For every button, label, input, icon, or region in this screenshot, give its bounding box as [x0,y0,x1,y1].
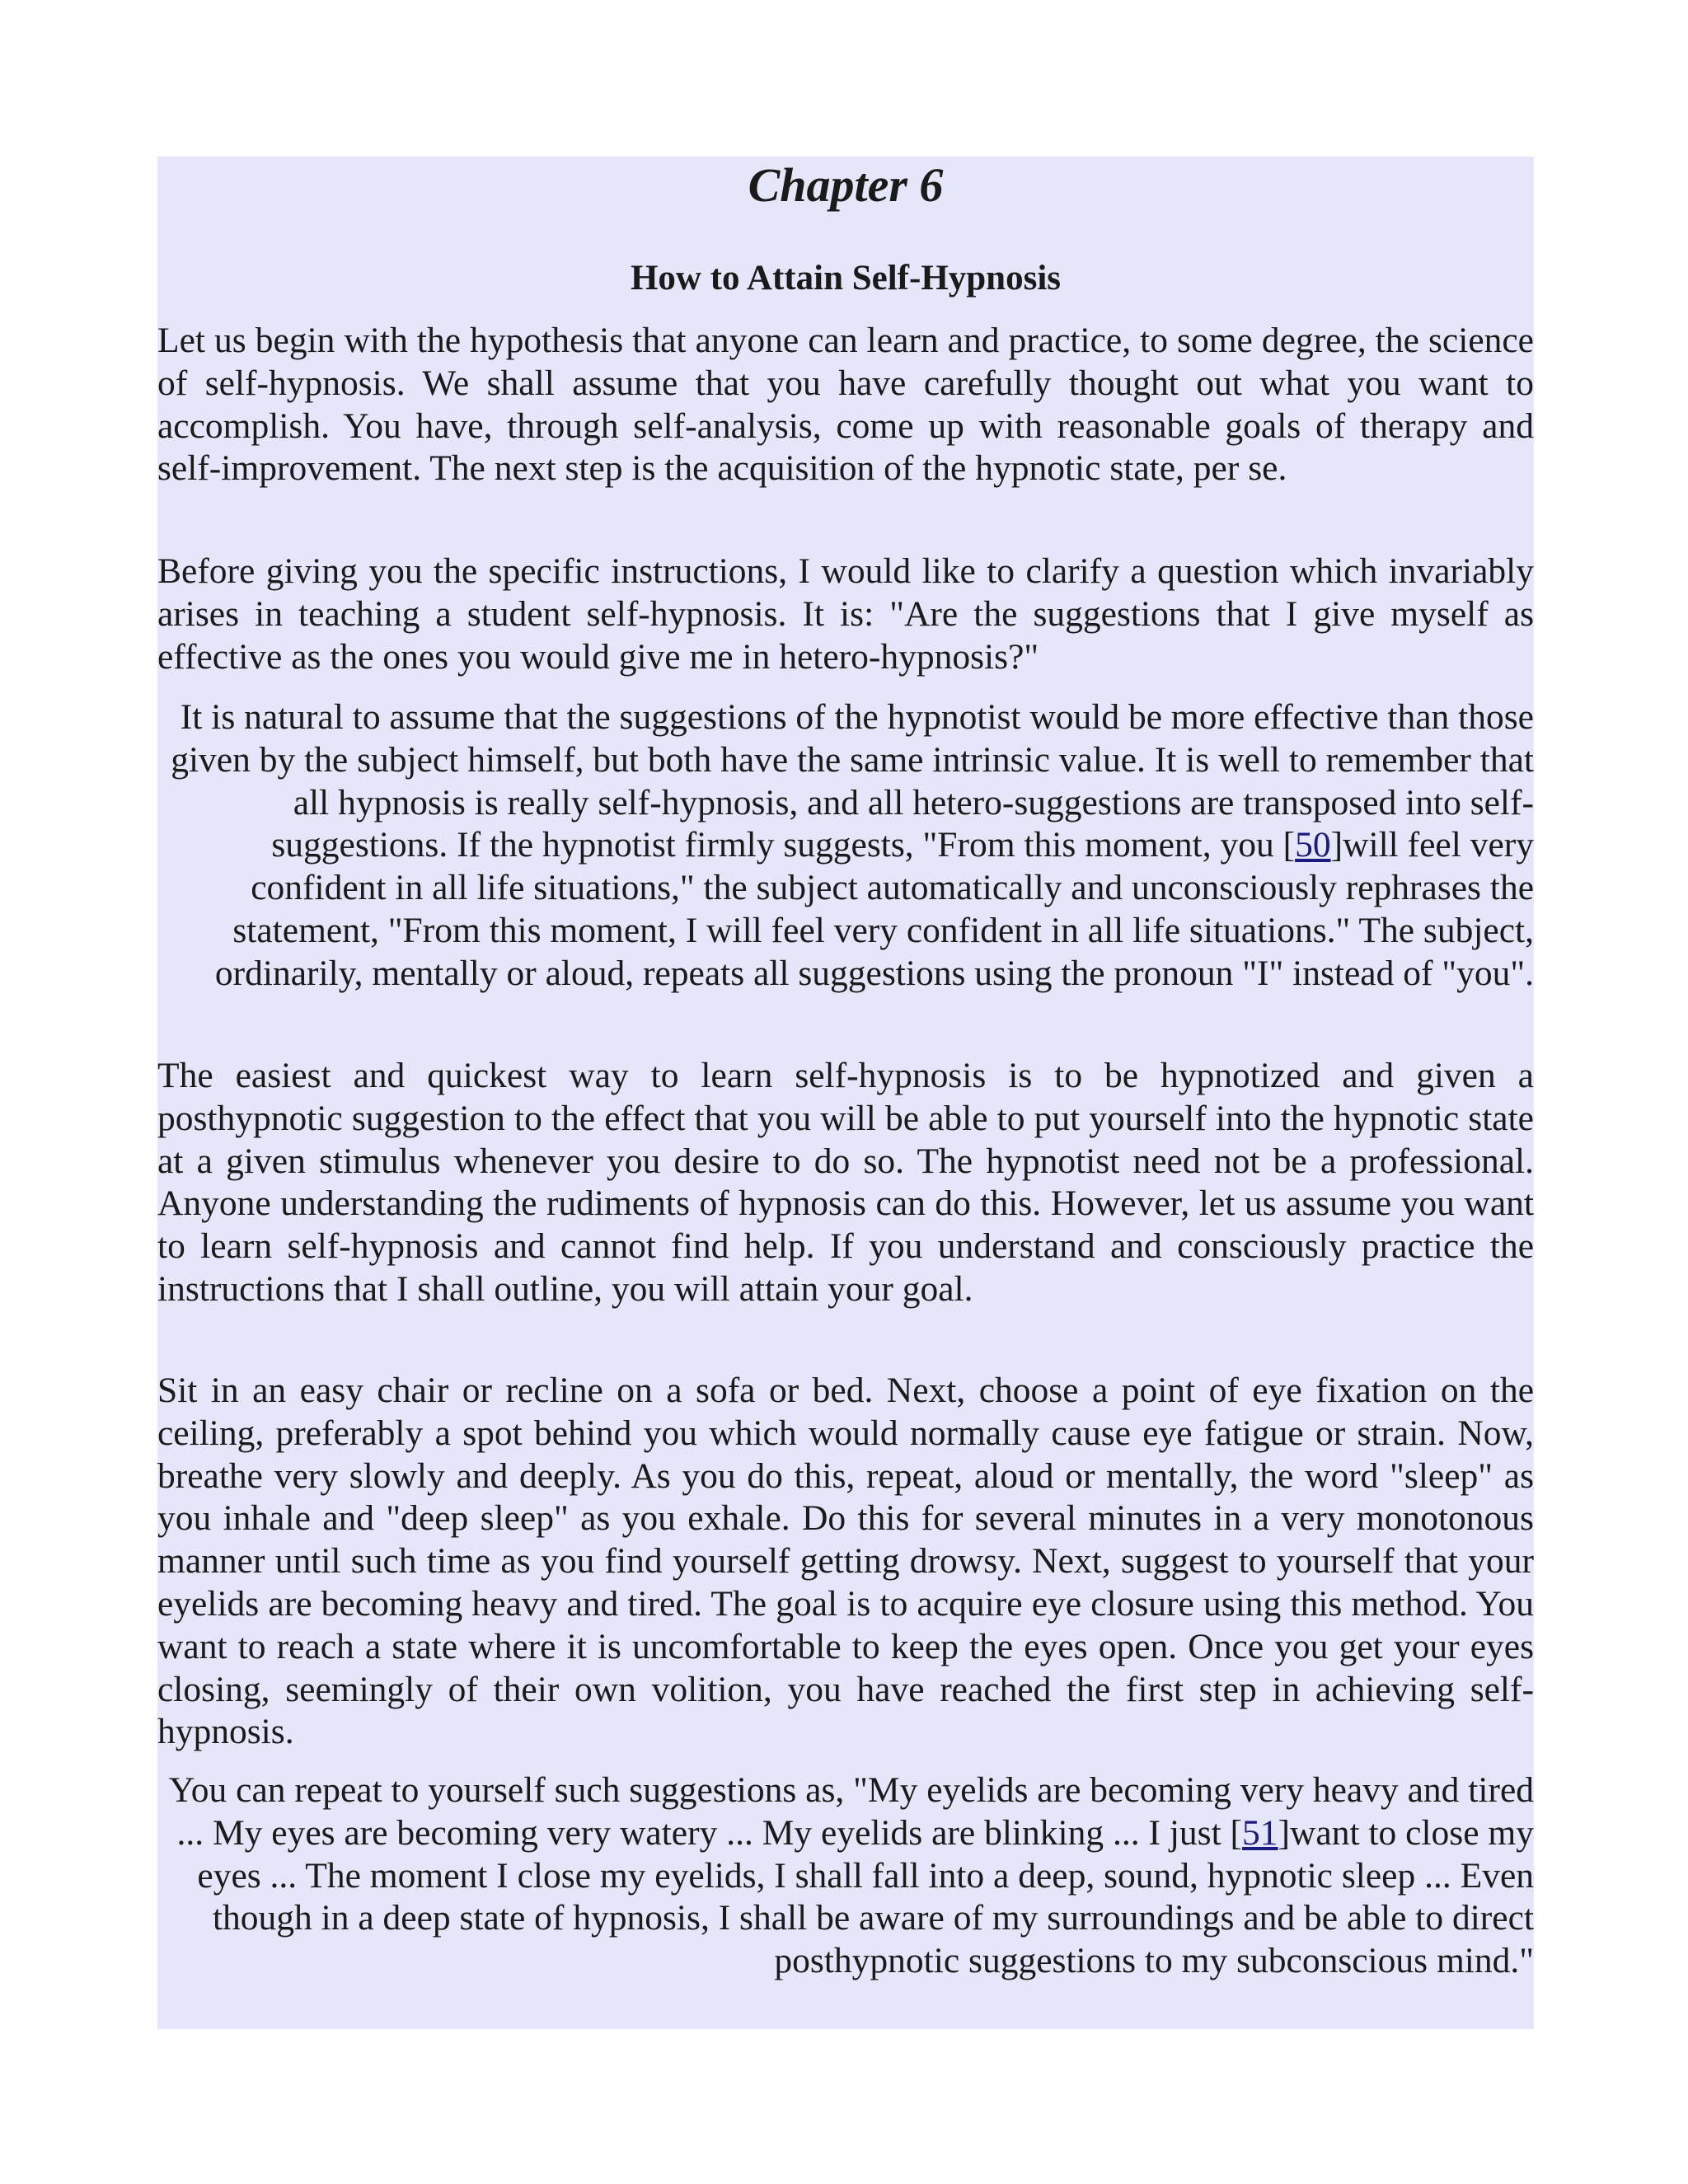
chapter-title: Chapter 6 [748,158,944,212]
paragraph-6-text-after: ]want to close my eyes ... The moment I close my eyelids, I shall fall into a deep, sound, hypnotic sleep ... Even though in a deep state of hypnosis, I shall be aware of my surroundings and be able to direct posthypnotic suggestions to my subconscious mind." [197,1812,1534,1981]
section-title: How to Attain Self-Hypnosis [630,259,1062,298]
page-51-link[interactable]: 51 [1242,1812,1278,1853]
paragraph-4: The easiest and quickest way to learn self-hypnosis is to be hypnotized and given a posthypnotic suggestion to the effect that you will be able to put yourself into the hypnotic state at a given stimulus whenever you desire to do so. The hypnotist need not be a professional. Anyone understanding the rudiments of hypnosis can do this. However, let us assume you want to learn self-hypnosis and cannot find help. If you understand and consciously practice the instructions that I shall outline, you will attain your goal. [157,1056,1534,1309]
paragraph-6-text-before: You can repeat to yourself such suggestions as, "My eyelids are becoming very heavy and tired ... My eyes are becoming very watery ... My eyelids are blinking ... I just [ [168,1770,1534,1853]
page-50-link[interactable]: 50 [1295,825,1331,865]
paragraph-3-text-after: ]will feel very confident in all life situations," the subject automatically and unconsciously rephrases the statement, "From this moment, I will feel very confident in all life situations." The subject, ordinarily, mentally or aloud, repeats all suggestions using the pronoun "I" instead of "you". [214,825,1534,993]
paragraph-6 [157,1769,1534,1984]
paragraph-3 [157,696,1534,1038]
paragraph-1: Let us begin with the hypothesis that anyone can learn and practice, to some degree, the science of self-hypnosis. We shall assume that you have carefully thought out what you want to accomplish. You have, through self-analysis, come up with reasonable goals of therapy and self-improvement. The next step is the acquisition of the hypnotic state, per se. [157,321,1534,489]
chapter-panel [157,157,1534,2029]
paragraph-5: Sit in an easy chair or recline on a sofa or bed. Next, choose a point of eye fixation on the ceiling, preferably a spot behind you which would normally cause eye fatigue or strain. Now, breathe very slowly and deeply. As you do this, repeat, aloud or mentally, the word "sleep" as you inhale and "deep sleep" as you exhale. Do this for several minutes in a very monotonous manner until such time as you find yourself getting drowsy. Next, suggest to yourself that your eyelids are becoming heavy and tired. The goal is to acquire eye closure using this method. You want to reach a state where it is uncomfortable to keep the eyes open. Once you get your eyes closing, seemingly of their own volition, you have reached the first step in achieving self-hypnosis. [157,1371,1534,1752]
paragraph-2: Before giving you the specific instructions, I would like to clarify a question which invariably arises in teaching a student self-hypnosis. It is: "Are the suggestions that I give myself as effective as the ones you would give me in hetero-hypnosis?" [157,551,1534,677]
paragraph-3-text-before: It is natural to assume that the suggestions of the hypnotist would be more effective than those given by the subject himself, but both have the same intrinsic value. It is well to remember that all hypnosis is really self-hypnosis, and all hetero-suggestions are transposed into self-suggestions. If the hypnotist firmly suggests, "From this moment, you [ [171,697,1534,865]
